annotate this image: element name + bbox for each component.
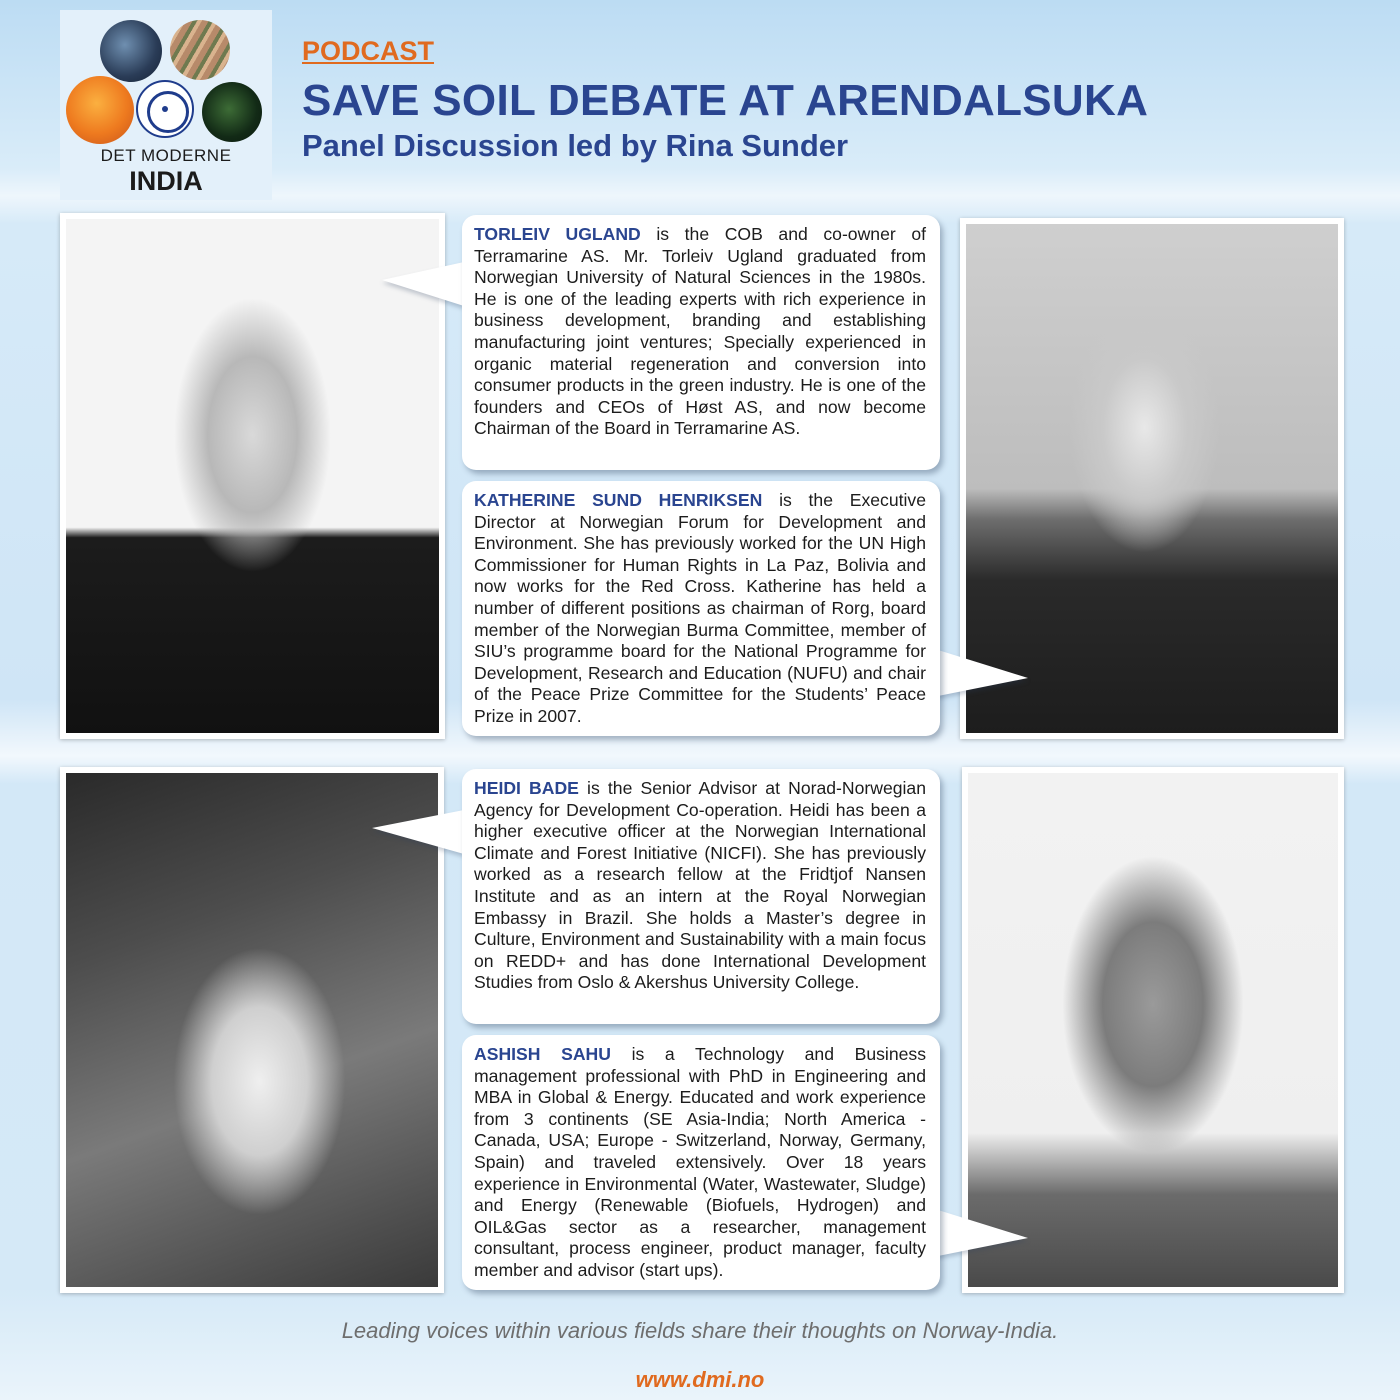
website-link[interactable]: www.dmi.no	[635, 1367, 765, 1392]
bubble-tail	[382, 262, 464, 306]
panelist-name: ASHISH SAHU	[474, 1044, 611, 1064]
panelist-bio: is the COB and co-owner of Terramarine AS. Mr. Torleiv Ugland graduated from Norwegian University of Natural Sciences in the 1980s. He is one of the leading experts with rich experience in business development, branding and establishing manufacturing joint ventures; Specially experienced in organic material regeneration and conversion into consumer products in the green industry. He is one of the founders and CEOs of Høst AS, and now become Chairman of the Board in Terramarine AS.	[474, 224, 926, 439]
page-title: SAVE SOIL DEBATE AT ARENDALSUKA	[302, 76, 1149, 125]
logo-line1: DET MODERNE	[100, 146, 232, 165]
bio-bubble-heidi-bade	[462, 769, 940, 1024]
earth-globe-icon	[100, 20, 162, 82]
sun-globe-icon	[66, 76, 134, 144]
tagline: Leading voices within various fields share their thoughts on Norway-India.	[341, 1318, 1059, 1343]
panelist-name: TORLEIV UGLAND	[474, 224, 641, 244]
logo-line2: INDIA	[129, 166, 203, 196]
bio-bubble-katherine-sund-henriksen	[462, 481, 940, 736]
panelist-bio: is the Senior Advisor at Norad-Norwegian Agency for Development Co-operation. Heidi has been a higher executive officer at the Norwegian International Climate and Forest Initiative (NICFI). She has previously worked as a research fellow at the Fridtjof Nansen Institute and as an intern at the Royal Norwegian Embassy in Brazil. She holds a Master’s degree in Culture, Environment and Sustainability with a main focus on REDD+ and has done International Development Studies from Oslo & Akershus University College.	[474, 778, 926, 993]
panelist-bio: is the Executive Director at Norwegian Forum for Development and Environment. She has previously worked for the UN High Commissioner for Human Rights in La Paz, Bolivia and now works for the Red Cross. Katherine has held a number of different positions as chairman of Rorg, board member of the Norwegian Burma Committee, member of SIU’s programme board for the National Programme for Development, Research and Education (NUFU) and chair of the Peace Prize Committee for the Students’ Peace Prize in 2007.	[474, 490, 927, 726]
textile-globe-icon	[170, 20, 230, 80]
panelist-name: HEIDI BADE	[474, 778, 579, 798]
ashoka-chakra-icon	[136, 80, 194, 138]
panelist-name: KATHERINE SUND HENRIKSEN	[474, 490, 763, 510]
page-subtitle: Panel Discussion led by Rina Sunder	[302, 128, 849, 163]
podcast-link[interactable]: PODCAST	[302, 36, 435, 66]
logo	[60, 10, 272, 200]
bubble-tail	[938, 650, 1028, 696]
circuit-globe-icon	[202, 82, 262, 142]
bio-bubble-ashish-sahu	[462, 1035, 940, 1290]
bubble-tail	[372, 810, 464, 854]
bio-bubble-torleiv-ugland	[462, 215, 940, 470]
bubble-tail	[938, 1210, 1028, 1256]
panelist-bio: is a Technology and Business management professional with PhD in Engineering and MBA in Global & Energy. Educated and work experience from 3 continents (SE Asia-India; North America - Canada, USA; Europe - Switzerland, Norway, Germany, Spain) and traveled extensively. Over 18 years experience in Environmental (Water, Wastewater, Sludge) and Energy (Renewable (Biofuels, Hydrogen) and OIL&Gas sector as a researcher, management consultant, process engineer, product manager, faculty member and advisor (start ups).	[474, 1044, 926, 1280]
